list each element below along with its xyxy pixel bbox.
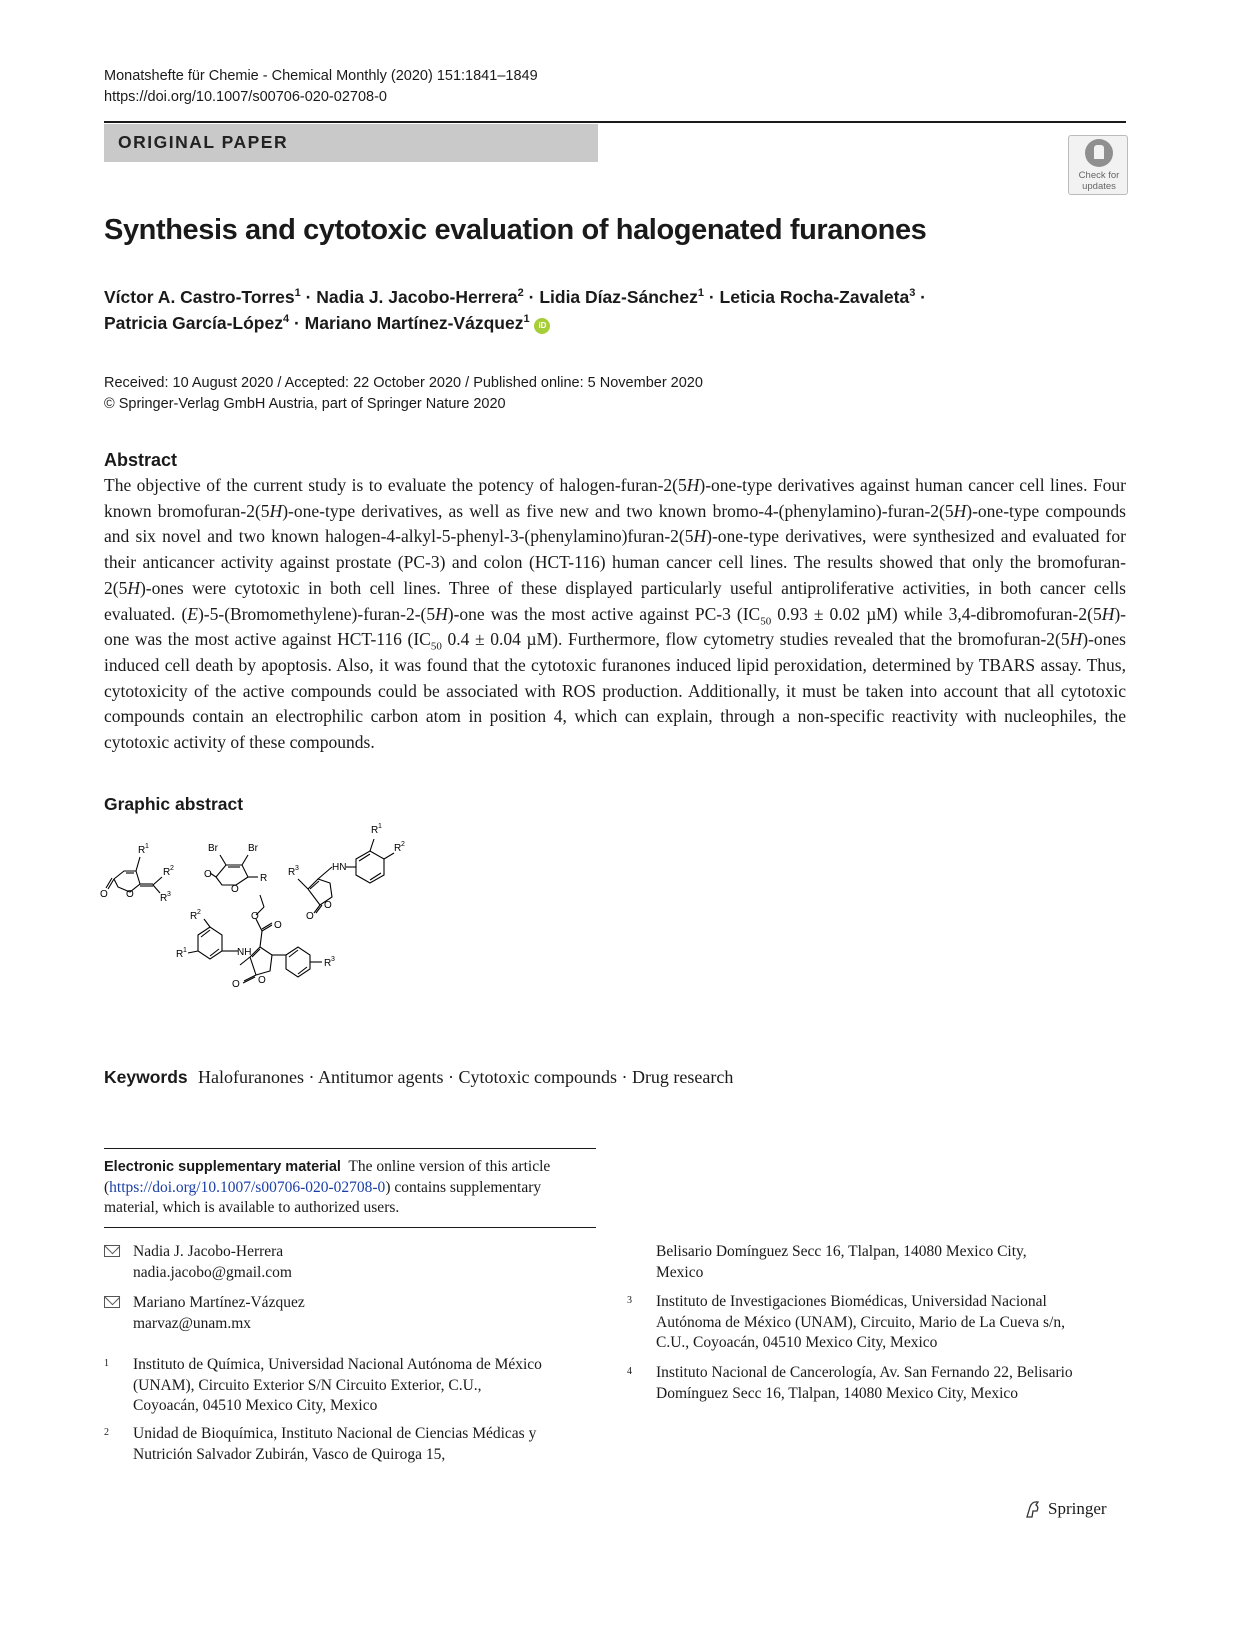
keywords-list: Halofuranones · Antitumor agents · Cytotoxic compounds · Drug research [198,1067,734,1087]
affiliation: 1 Instituto de Química, Universidad Nacional Autónoma de México (UNAM), Circuito Exterior S/N Circuito Exterior, C.U., Coyoacán, 04510 Mexico City, Mexico [104,1356,542,1414]
svg-text:O: O [126,889,134,900]
graphic-abstract-heading: Graphic abstract [104,794,244,814]
svg-text:R: R [260,873,268,884]
publisher-name: Springer [1048,1499,1107,1518]
footnote-rule-bottom [104,1227,596,1228]
svg-text:R: R [160,893,168,904]
abstract-text: The objective of the current study is to evaluate the potency of halogen-furan-2(5H)-one-type derivatives against human cancer cell lines. Four known bromofuran-2(5H)-one-type derivatives, as well as five new and two known bromo-4-(phenylamino)-furan-2(5H)-one-type compounds and six novel and two known halogen-4-alkyl-5-phenyl-3-(phenylamino)furan-2(5H)-one-type derivatives, were synthesized and evaluated for their anticancer activity against prostate (PC-3) and colon (HCT-116) human cancer cell lines. The results showed that only the bromofuran-2(5H)-ones were cytotoxic in both cell lines. Three of these displayed particularly useful antiproliferative activities, in both cancer cells evaluated. (E)-5-(Bromomethylene)-furan-2-(5H)-one was the most active against PC-3 ($IC_{50}$ 0.93 ± 0.02 µM) while 3,4-dibromofuran-2(5H)-one was the most active against HCT-116 ($IC_{50}$ 0.4 ± 0.04 µM). Furthermore, flow cytometry studies revealed that the bromofuran-2(5H)-ones induced cell death by apoptosis. Also, it was found that the cytotoxic furanones induced lipid peroxidation, determined by TBARS assay. Thus, cytotoxicity of the active compounds could be associated with ROS production. Additionally, it must be taken into account that all cytotoxic compounds contain an electrophilic carbon atom in position 4, which can explain, through a non-specific reactivity with nucleophiles, the cytotoxic activity of these compounds. [104,475,1127,753]
paper-title: Synthesis and cytotoxic evaluation of halogenated furanones [104,214,927,246]
svg-text:O: O [232,979,240,990]
svg-text:O: O [324,900,332,911]
author-name[interactable]: Víctor A. Castro-Torres [104,287,295,307]
header-rule [104,121,1126,123]
author-name[interactable]: Lidia Díaz-Sánchez [539,287,698,307]
author-affiliation: 1 [523,313,530,325]
corresponding-author [104,1242,292,1283]
article-type-band [104,124,598,162]
svg-text:O: O [306,911,314,922]
orcid-icon[interactable]: iD [534,318,550,334]
author-name[interactable]: Mariano Martínez-Vázquez [304,313,524,333]
abstract-heading: Abstract [104,450,178,470]
contact-name: Mariano Martínez-Vázquez [133,1294,305,1311]
envelope-icon [104,1245,120,1257]
copyright-line: © Springer-Verlag GmbH Austria, part of Springer Nature 2020 [104,396,506,412]
author-name[interactable]: Nadia J. Jacobo-Herrera [316,287,518,307]
publisher-logo [1024,1499,1107,1519]
author-affiliation: 3 [909,287,916,299]
doi-line[interactable]: https://doi.org/10.1007/s00706-020-02708-0 [104,89,387,105]
svg-text:R: R [288,867,296,878]
bookmark-icon [1085,139,1113,167]
author-affiliation: 2 [517,287,524,299]
svg-text:1: 1 [183,947,187,954]
author-list: Víctor A. Castro-Torres$^1$ · Nadia J. Jacobo-Herrera$^2$ · Lidia Díaz-Sánchez$^1$ · Leticia Rocha-Zavaleta$^3$ · Patricia García-López$^4$ · Mariano Martínez-Vázquez$^1$ iD [104,287,927,333]
author-affiliation: 4 [282,313,290,325]
esm-doi-link[interactable]: https://doi.org/10.1007/s00706-020-02708-0 [109,1178,386,1196]
contact-email[interactable]: marvaz@unam.mx [133,1314,251,1332]
molecule-2-labels [204,843,267,895]
svg-text:O: O [251,911,259,922]
svg-text:NH: NH [237,947,252,958]
graphic-abstract-structures [100,823,430,1040]
article-type-label: ORIGINAL PAPER [118,132,289,152]
svg-text:2: 2 [170,865,174,872]
svg-text:R: R [190,911,198,922]
esm-heading: Electronic supplementary material [104,1159,341,1175]
check-for-updates-label: Check for updates [1078,170,1120,192]
svg-text:Br: Br [248,843,258,854]
author-affiliation: 1 [697,287,704,299]
svg-text:R: R [394,843,402,854]
keywords [104,1067,733,1088]
svg-text:R: R [371,825,379,836]
author-name[interactable]: Patricia García-López [104,313,283,333]
affiliation: 2 Unidad de Bioquímica, Instituto Nacional de Ciencias Médicas y Nutrición Salvador Zubirán, Vasco de Quiroga 15, [104,1425,537,1463]
svg-text:3: 3 [331,956,335,963]
svg-text:2: 2 [401,841,405,848]
affiliation: 3 Instituto de Investigaciones Biomédicas, Universidad Nacional Autónoma de México (UNAM), Circuito, Mario de La Cueva s/n, C.U., Coyoacán, 04510 Mexico City, Mexico [627,1293,1065,1351]
svg-text:3: 3 [167,891,171,898]
author-affiliation: 1 [294,287,301,299]
check-for-updates-badge[interactable] [1068,135,1128,195]
publication-dates [104,373,703,415]
svg-text:O: O [100,889,108,900]
envelope-icon [104,1296,120,1308]
svg-text:2: 2 [197,909,201,916]
molecule-1 [106,857,162,893]
springer-horse-icon [1024,1499,1042,1519]
footnote-rule-top [104,1148,596,1149]
svg-text:Br: Br [208,843,218,854]
svg-text:HN: HN [332,862,347,873]
svg-text:R: R [138,845,146,856]
molecule-4 [188,895,322,983]
svg-text:R: R [163,867,171,878]
svg-text:R: R [176,949,184,960]
svg-text:R: R [324,958,332,969]
svg-text:O: O [204,869,212,880]
keywords-heading: Keywords [104,1067,188,1087]
supplementary-note: Electronic supplementary material The online version of this article (https://doi.org/10.1007/s00706-020-02708-0) contains supplementary material, which is available to authorized users. [104,1158,551,1216]
corresponding-author [104,1293,305,1334]
svg-text:1: 1 [145,843,149,850]
affiliation: 4 Instituto Nacional de Cancerología, Av. San Fernando 22, Belisario Domínguez Secc 16, Tlalpan, 14080 Mexico City, Mexico [627,1364,1073,1402]
journal-citation: Monatshefte für Chemie - Chemical Monthly (2020) 151:1841–1849 [104,68,538,84]
molecule-2 [210,855,258,885]
contact-email[interactable]: nadia.jacobo@gmail.com [133,1263,292,1281]
molecule-3-labels [288,823,405,922]
svg-text:O: O [258,975,266,986]
molecule-3 [298,839,394,913]
svg-text:O: O [231,884,239,895]
affiliation-continued: Belisario Domínguez Secc 16, Tlalpan, 14080 Mexico City, Mexico [656,1243,1027,1281]
author-name[interactable]: Leticia Rocha-Zavaleta [719,287,910,307]
svg-text:O: O [274,920,282,931]
svg-text:1: 1 [378,823,382,830]
svg-text:3: 3 [295,865,299,872]
dates-line: Received: 10 August 2020 / Accepted: 22 October 2020 / Published online: 5 November 2020 [104,375,703,391]
contact-name: Nadia J. Jacobo-Herrera [133,1243,284,1260]
journal-header [104,66,538,108]
